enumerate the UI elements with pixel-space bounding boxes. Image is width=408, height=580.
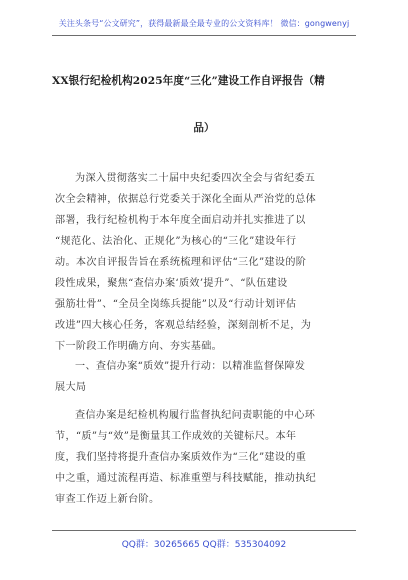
paragraph-line: 动。本次自评报告旨在系统梳理和评估“三化”建设的阶: [55, 257, 307, 268]
section-heading-line: 一、查信办案“质效”提升行动：以精准监督保障发: [75, 361, 306, 372]
paragraph-line: 为深入贯彻落实二十届中央纪委四次全会与省纪委五: [75, 173, 316, 184]
paragraph-line: 下一阶段工作明确方向、夯实基础。: [55, 341, 223, 352]
paragraph-line: 次全会精神，依据总行党委关于深化全面从严治党的总体: [55, 194, 317, 205]
paragraph-line: 度，我们坚持将提升查信办案质效作为“三化”建设的重: [55, 452, 307, 463]
header-promo-text: 关注头条号“公文研究”，获得最新最全最专业的公文资料库！ 微信：gongwenyj: [58, 19, 350, 28]
paragraph-line: 查信办案是纪检机构履行监督执纪问责职能的中心环: [75, 410, 316, 421]
paragraph-line: 部署，我行纪检机构于本年度全面启动并扎实推进了以: [55, 215, 306, 226]
section-heading-line: 展大局: [55, 382, 87, 393]
paragraph-line: 节，“质”与“效”是衡量其工作成效的关键标尺。本年: [55, 431, 297, 442]
paragraph-line: 改进”四大核心任务，客观总结经验，深刻剖析不足，为: [55, 320, 312, 331]
footer-divider: [52, 530, 356, 531]
paragraph-intro: [55, 168, 355, 357]
paragraph-line: 段性成果，聚焦“查信办案‘质效’提升”、“队伍建设: [55, 278, 288, 289]
document-title: XX银行纪检机构2025年度“三化”建设工作自评报告（精: [52, 75, 325, 87]
section-heading-1: [55, 356, 355, 398]
header-divider: [52, 35, 356, 36]
document-title-continued: 品）: [193, 122, 215, 134]
paragraph-line: 审查工作迈上新台阶。: [55, 494, 160, 505]
paragraph-line: “规范化、法治化、正规化”为核心的“三化”建设年行: [55, 236, 297, 247]
paragraph-line: 强筋壮骨”、“全员全岗练兵提能”以及“行动计划评估: [55, 299, 297, 310]
paragraph-section-1: [55, 405, 355, 510]
footer-qq-text: QQ群：30265665 QQ群：535304092: [121, 540, 287, 550]
paragraph-line: 中之重，通过流程再造、标准重塑与科技赋能，推动执纪: [55, 473, 317, 484]
